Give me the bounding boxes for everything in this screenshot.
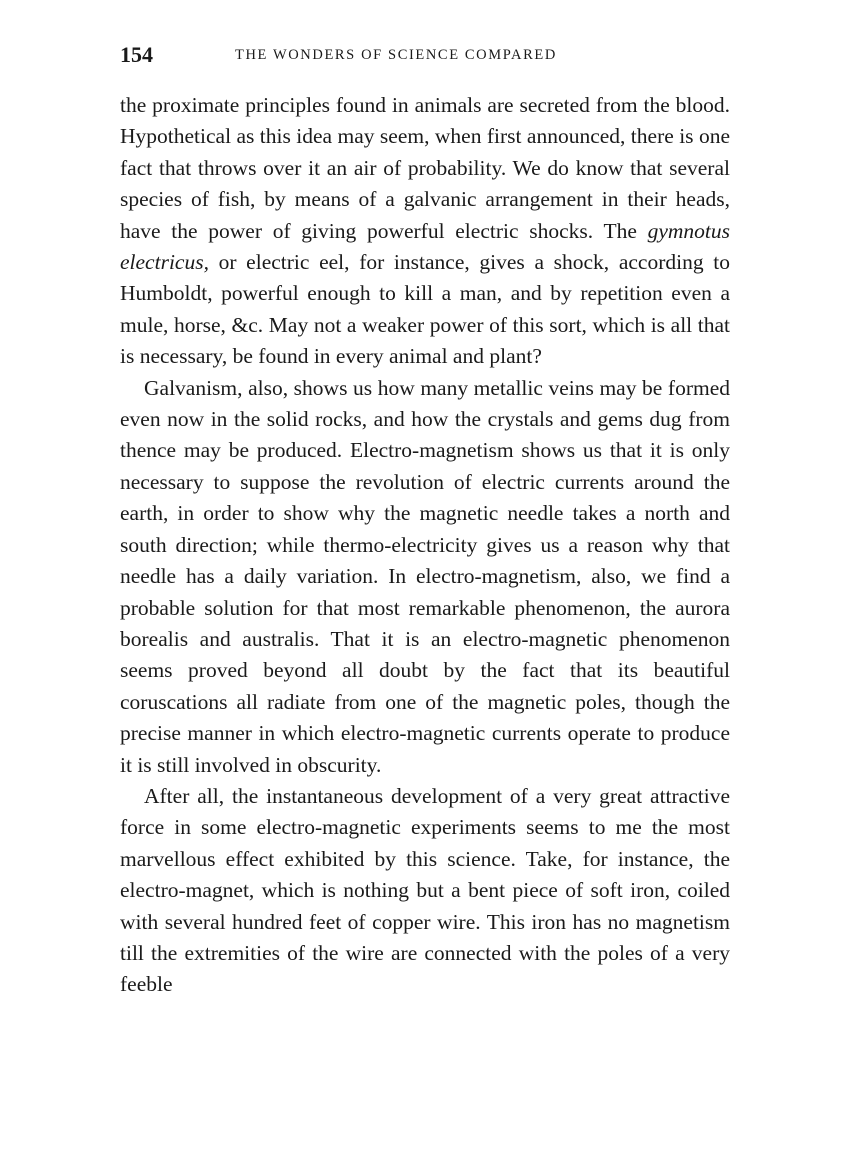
paragraph-1 — [120, 90, 730, 373]
running-head — [120, 42, 730, 72]
body-text — [120, 90, 730, 1001]
running-title: THE WONDERS OF SCIENCE COMPARED — [235, 47, 557, 63]
species-name-italic: gymnotus electricus, — [120, 218, 730, 275]
paragraph-1-text-end: or electric eel, for instance, gives a shock, according to Humboldt, powerful enough to kill a man, and by repetition even a mule, horse, &c. May not a weaker power of this sort, which is all that is necessary, be found in every animal and plant? — [120, 250, 730, 369]
paragraph-2: Galvanism, also, shows us how many metallic veins may be formed even now in the solid rocks, and how the crystals and gems dug from thence may be produced. Electro-magnetism shows us that it is only necessary to suppose the revolution of electric currents around the earth, in order to show why the magnetic needle takes a north and south direction; while thermo-electricity gives us a reason why that needle has a daily variation. In electro-magnetism, also, we find a probable solution for that most remarkable phenomenon, the aurora borealis and australis. That it is an electro-magnetic phenomenon seems proved beyond all doubt by the fact that its beautiful coruscations all radiate from one of the magnetic poles, though the precise manner in which electro-magnetic currents operate to produce it is still involved in obscurity. — [120, 375, 730, 777]
paragraph-1-text-start: the proximate principles found in animals are secreted from the blood. Hypothetical as this idea may seem, when first announced, there is one fact that throws over it an air of probability. We do know that several species of fish, by means of a galvanic arrangement in their heads, have the power of giving powerful electric shocks. The — [120, 93, 730, 243]
paragraph-3: After all, the instantaneous development of a very great attractive force in some electro-magnetic experiments seems to me the most marvellous effect exhibited by this science. Take, for instance, the electro-magnet, which is nothing but a bent piece of soft iron, coiled with several hundred feet of copper wire. This iron has no magnetism till the extremities of the wire are connected with the poles of a very feeble — [120, 783, 730, 997]
page-number: 154 — [120, 42, 153, 67]
